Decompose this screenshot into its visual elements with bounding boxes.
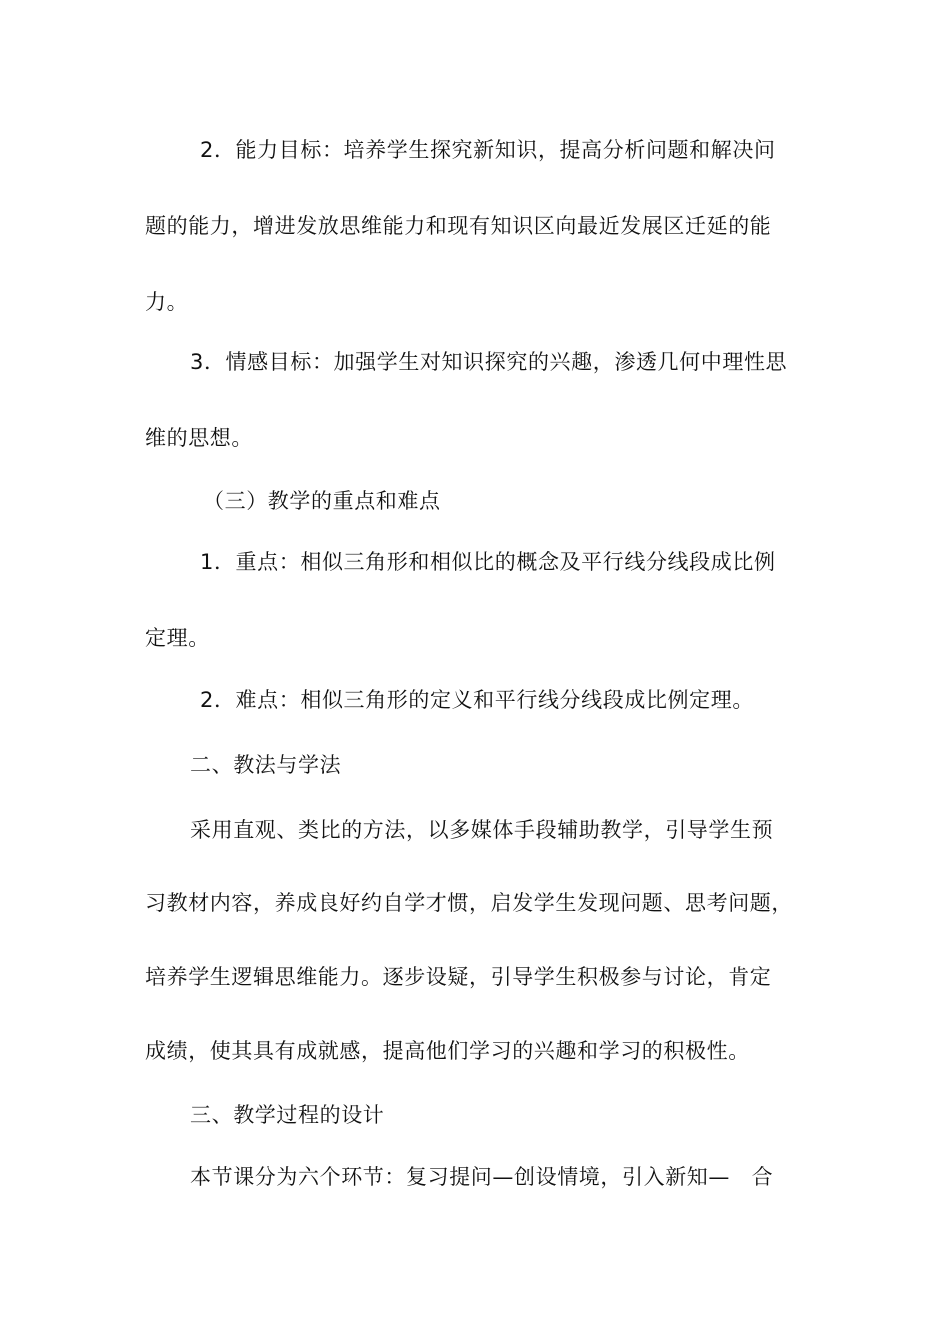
key-point-line-2: 定理。 [145,626,210,650]
methods-paragraph-line-3: 培养学生逻辑思维能力。逐步设疑，引导学生积极参与讨论，肯定 [145,965,772,989]
emotion-goal-line-1: 3．情感目标：加强学生对知识探究的兴趣，渗透几何中理性思 [190,350,788,374]
methods-paragraph-line-1: 采用直观、类比的方法，以多媒体手段辅助教学，引导学生预 [190,818,774,842]
process-paragraph-line-1: 本节课分为六个环节：复习提问—创设情境，引入新知— 合 [190,1165,774,1189]
methods-paragraph-line-2: 习教材内容，养成良好约自学才惯，启发学生发现问题、思考问题， [145,891,793,915]
emotion-goal-line-2: 维的思想。 [145,426,253,450]
section-heading-key-points: （三）教学的重点和难点 [203,489,441,513]
section-heading-methods: 二、教法与学法 [190,753,342,777]
section-heading-process: 三、教学过程的设计 [190,1103,385,1127]
difficulty-line: 2．难点：相似三角形的定义和平行线分线段成比例定理。 [200,688,754,712]
ability-goal-line-2: 题的能力，增进发放思维能力和现有知识区向最近发展区迁延的能 [145,214,772,238]
methods-paragraph-line-4: 成绩，使其具有成就感，提高他们学习的兴趣和学习的积极性。 [145,1039,750,1063]
ability-goal-line-3: 力。 [145,290,189,314]
key-point-line-1: 1．重点：相似三角形和相似比的概念及平行线分线段成比例 [200,550,776,574]
ability-goal-line-1: 2．能力目标：培养学生探究新知识，提高分析问题和解决问 [200,138,776,162]
